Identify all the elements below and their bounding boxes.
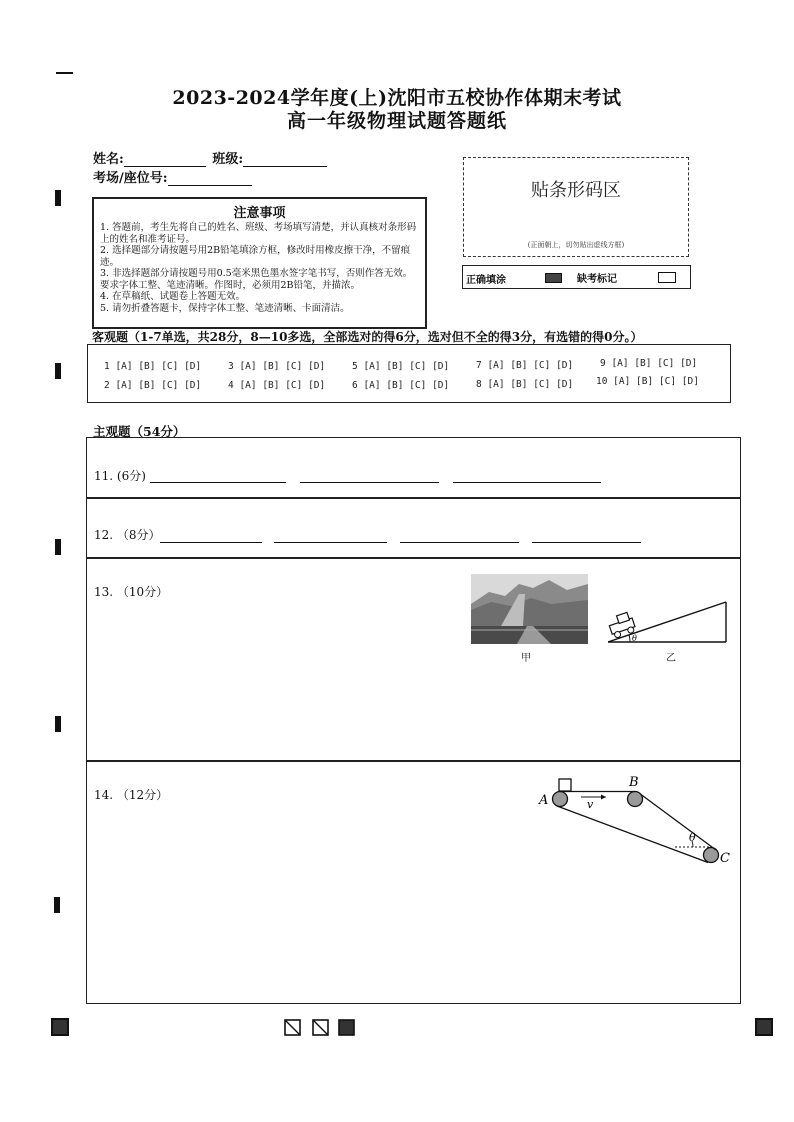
question-14-box — [86, 760, 741, 1004]
question-14-label: 14. （12分） — [94, 788, 169, 802]
incline-theta: θ — [632, 634, 637, 643]
notice-list — [94, 221, 425, 314]
class-field[interactable] — [243, 152, 327, 167]
timing-mark — [55, 539, 61, 555]
incline-diagram — [608, 596, 730, 646]
answer-row-10[interactable]: 10 [A] [B] [C] [D] — [596, 376, 699, 387]
name-row — [93, 148, 327, 167]
absent-label: 缺考标记 — [577, 274, 617, 285]
correct-fill-label: 正确填涂 — [466, 275, 506, 286]
seat-row — [93, 167, 252, 186]
sheet-subtitle: 高一年级物理试题答题纸 — [286, 110, 507, 132]
answer-blank[interactable] — [400, 541, 519, 543]
name-field[interactable] — [124, 152, 206, 167]
objective-answer-box — [87, 344, 731, 403]
question-12-box — [86, 497, 741, 559]
absent-checkbox[interactable] — [658, 272, 676, 283]
notice-item: 4. 在草稿纸、试题卷上答题无效。 — [100, 291, 246, 302]
barcode-note: (正面朝上，切勿贴出虚线方框) — [527, 241, 625, 249]
objective-heading: 客观题（1-7单选，共28分，8—10多选，全部选对的得6分，选对但不全的得3分，有选错的得0分。） — [92, 330, 643, 344]
point-b-label: B — [629, 775, 639, 790]
answer-row-5[interactable]: 5 [A] [B] [C] [D] — [352, 361, 450, 372]
notice-item: 2. 选择题部分请按题号用2B铅笔填涂方框，修改时用橡皮擦干净，不留痕迹。 — [100, 245, 411, 268]
page-code-boxes — [284, 1019, 358, 1036]
figure-caption-yi: 乙 — [666, 653, 676, 664]
seat-label: 考场/座位号: — [93, 171, 168, 186]
conveyor-belt-diagram — [537, 773, 735, 869]
timing-mark — [54, 897, 60, 913]
answer-row-3[interactable]: 3 [A] [B] [C] [D] — [228, 361, 326, 372]
answer-row-9[interactable]: 9 [A] [B] [C] [D] — [600, 358, 698, 369]
corner-anchor-right — [755, 1018, 773, 1036]
subjective-heading: 主观题（54分） — [93, 424, 186, 439]
answer-row-2[interactable]: 2 [A] [B] [C] [D] — [104, 380, 202, 391]
notice-title: 注意事项 — [233, 206, 286, 221]
mountain-road-photo — [471, 574, 588, 644]
timing-mark — [55, 363, 61, 379]
answer-row-1[interactable]: 1 [A] [B] [C] [D] — [104, 361, 202, 372]
answer-row-4[interactable]: 4 [A] [B] [C] [D] — [228, 380, 326, 391]
question-11-box — [86, 437, 741, 499]
corner-tick — [56, 72, 73, 74]
question-13-label: 13. （10分） — [94, 585, 169, 599]
point-a-label: A — [539, 793, 549, 808]
answer-row-6[interactable]: 6 [A] [B] [C] [D] — [352, 380, 450, 391]
barcode-title: 贴条形码区 — [531, 180, 621, 201]
timing-mark — [55, 716, 61, 732]
answer-blank[interactable] — [160, 541, 262, 543]
velocity-label: v — [587, 798, 594, 811]
answer-blank[interactable] — [532, 541, 641, 543]
question-12-label: 12. （8分） — [94, 528, 161, 542]
notice-item: 3. 非选择题部分请按题号用0.5毫米黑色墨水签字笔书写，否则作答无效。要求字体工整、笔迹清晰。作图时，必须用2B铅笔，并描浓。 — [100, 268, 413, 291]
exam-title: 2023-2024学年度(上)沈阳市五校协作体期末考试 — [172, 87, 622, 109]
answer-row-8[interactable]: 8 [A] [B] [C] [D] — [476, 379, 574, 390]
answer-row-7[interactable]: 7 [A] [B] [C] [D] — [476, 360, 574, 371]
answer-blank[interactable] — [453, 481, 601, 483]
timing-mark — [55, 190, 61, 206]
marking-legend — [462, 265, 691, 289]
name-label: 姓名: — [93, 152, 124, 167]
answer-blank[interactable] — [300, 481, 439, 483]
notice-item: 1. 答题前，考生先将自己的姓名、班级、考场填写清楚，并认真核对条形码上的姓名和准考证号。 — [100, 222, 417, 245]
seat-field[interactable] — [168, 171, 252, 186]
angle-theta-label: θ — [689, 831, 696, 844]
figure-caption-jia: 甲 — [521, 653, 531, 664]
answer-blank[interactable] — [274, 541, 387, 543]
correct-fill-sample — [545, 273, 562, 283]
barcode-area — [463, 157, 689, 257]
corner-anchor-left — [51, 1018, 69, 1036]
question-11-label: 11. (6分) — [94, 469, 146, 483]
notice-item: 5. 请勿折叠答题卡，保持字体工整、笔迹清晰、卡面清洁。 — [100, 302, 350, 314]
answer-blank[interactable] — [150, 481, 286, 483]
question-13-box — [86, 557, 741, 762]
class-label: 班级: — [212, 152, 244, 167]
notice-box — [92, 197, 427, 329]
point-c-label: C — [720, 851, 730, 866]
